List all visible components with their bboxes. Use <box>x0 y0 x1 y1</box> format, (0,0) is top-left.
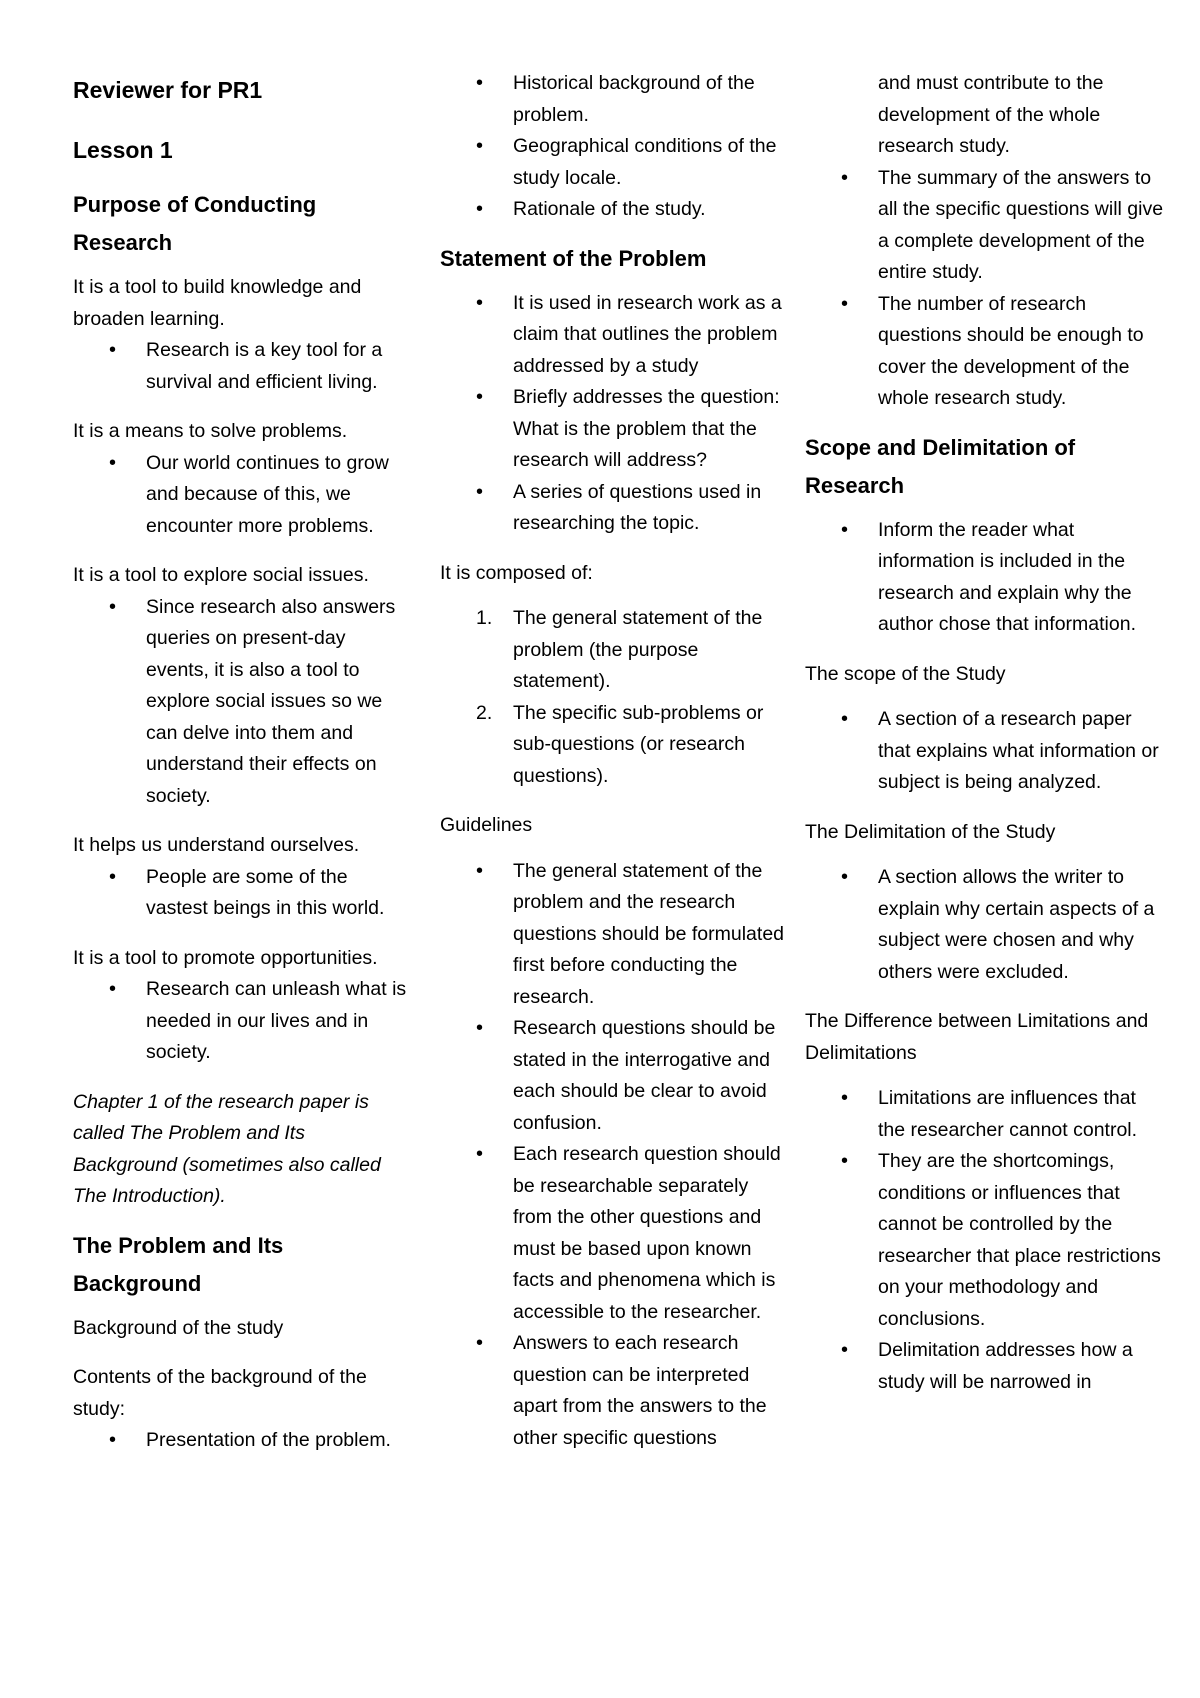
scope-study-list <box>805 704 1165 799</box>
purpose-bullet: • People are some of the vastest beings in this world. <box>73 862 413 925</box>
guidelines-list-continued <box>805 68 1165 415</box>
statement-problem-heading: Statement of the Problem <box>440 245 707 271</box>
contents-bullet: • Historical background of the problem. <box>440 68 790 131</box>
guideline-continuation-text: and must contribute to the development of the whole research study. <box>878 72 1104 157</box>
scope-label: The scope of the Study <box>805 662 1006 685</box>
scope-bullet: • Inform the reader what information is included in the research and explain why the author chose that information. <box>805 515 1165 641</box>
difference-label: The Difference between Limitations and Delimitations <box>805 1010 1149 1064</box>
guideline-bullet: • The general statement of the problem and the research questions should be formulated first before conducting the research. <box>440 856 790 1014</box>
purpose-text: It helps us understand ourselves. <box>73 834 360 856</box>
sop-bullet: • A series of questions used in researching the topic. <box>440 477 790 540</box>
delimitation-list <box>805 862 1165 988</box>
difference-bullet: • Limitations are influences that the researcher cannot control. <box>805 1083 1165 1146</box>
guideline-bullet: • Research questions should be stated in the interrogative and each should be clear to avoid confusion. <box>440 1013 790 1139</box>
problem-background-heading: The Problem and Its Background <box>73 1232 284 1296</box>
composed-item <box>440 698 790 793</box>
chapter-note: Chapter 1 of the research paper is called The Problem and Its Background (sometimes also called The Introduction). <box>73 1090 381 1207</box>
delimitation-bullet: • A section allows the writer to explain why certain aspects of a subject were chosen and why others were excluded. <box>805 862 1165 988</box>
contents-label: Contents of the background of the study: <box>73 1366 367 1420</box>
guideline-bullet: • Answers to each research question can be interpreted apart from the answers to the other specific questions <box>440 1328 790 1454</box>
guidelines-list <box>440 856 790 1455</box>
guideline-continuation <box>805 68 1165 163</box>
purpose-bullet: • Our world continues to grow and because of this, we encounter more problems. <box>73 448 413 543</box>
contents-bullet: • Geographical conditions of the study locale. <box>440 131 790 194</box>
guideline-bullet: • Each research question should be researchable separately from the other questions and must be based upon known facts and phenomena which is accessible to the researcher. <box>440 1139 790 1328</box>
purpose-bullet: • Research can unleash what is needed in our lives and in society. <box>73 974 413 1069</box>
contents-bullet: • Rationale of the study. <box>440 194 790 226</box>
purpose-text: It is a tool to explore social issues. <box>73 564 369 586</box>
document-title: Reviewer for PR1 <box>73 77 263 103</box>
purpose-block <box>73 272 413 398</box>
purpose-block <box>73 830 413 925</box>
scope-list <box>805 515 1165 641</box>
statement-problem-list <box>440 288 790 540</box>
difference-bullet: • They are the shortcomings, conditions or influences that cannot be controlled by the researcher that place restrictions on your methodology and conclusions. <box>805 1146 1165 1335</box>
difference-list <box>805 1083 1165 1398</box>
composed-item <box>440 603 790 698</box>
purpose-block <box>73 560 413 812</box>
composed-item-number: 1. <box>476 607 493 629</box>
purpose-text: It is a tool to promote opportunities. <box>73 946 378 969</box>
composed-item-number: 2. <box>476 701 493 724</box>
delimitation-label: The Delimitation of the Study <box>805 820 1056 843</box>
difference-bullet: • Delimitation addresses how a study will be narrowed in <box>805 1335 1165 1398</box>
purpose-block <box>73 943 413 1069</box>
composed-list <box>440 603 790 792</box>
contents-list <box>73 1425 413 1457</box>
purpose-bullet: • Since research also answers queries on present-day events, it is also a tool to explore social issues so we can delve into them and understand their effects on society. <box>73 592 413 813</box>
guidelines-label: Guidelines <box>440 814 533 836</box>
composed-item-text: The general statement of the problem (the purpose statement). <box>513 607 763 692</box>
purpose-text: It is a tool to build knowledge and broaden learning. <box>73 276 362 330</box>
scope-delimitation-heading: Scope and Delimitation of Research <box>805 434 1076 498</box>
background-label: Background of the study <box>73 1316 284 1339</box>
column-3 <box>805 68 1165 1398</box>
purpose-block <box>73 416 413 542</box>
guideline-bullet: • The number of research questions should be enough to cover the development of the whole research study. <box>805 289 1165 415</box>
lesson-heading: Lesson 1 <box>73 137 173 163</box>
purpose-text: It is a means to solve problems. <box>73 420 348 442</box>
column-2 <box>440 68 790 1454</box>
column-1 <box>73 68 413 1457</box>
contents-list-continued <box>440 68 790 226</box>
composed-label: It is composed of: <box>440 561 593 584</box>
composed-item-text: The specific sub-problems or sub-questions (or research questions). <box>513 701 764 787</box>
sop-bullet: • It is used in research work as a claim that outlines the problem addressed by a study <box>440 288 790 383</box>
contents-bullet: • Presentation of the problem. <box>73 1425 413 1457</box>
scope-study-bullet: • A section of a research paper that explains what information or subject is being analyzed. <box>805 704 1165 799</box>
purpose-heading: Purpose of Conducting Research <box>73 192 317 255</box>
guideline-bullet: • The summary of the answers to all the specific questions will give a complete development of the entire study. <box>805 163 1165 289</box>
purpose-bullet: • Research is a key tool for a survival and efficient living. <box>73 335 413 398</box>
sop-bullet: • Briefly addresses the question: What is the problem that the research will address? <box>440 382 790 477</box>
